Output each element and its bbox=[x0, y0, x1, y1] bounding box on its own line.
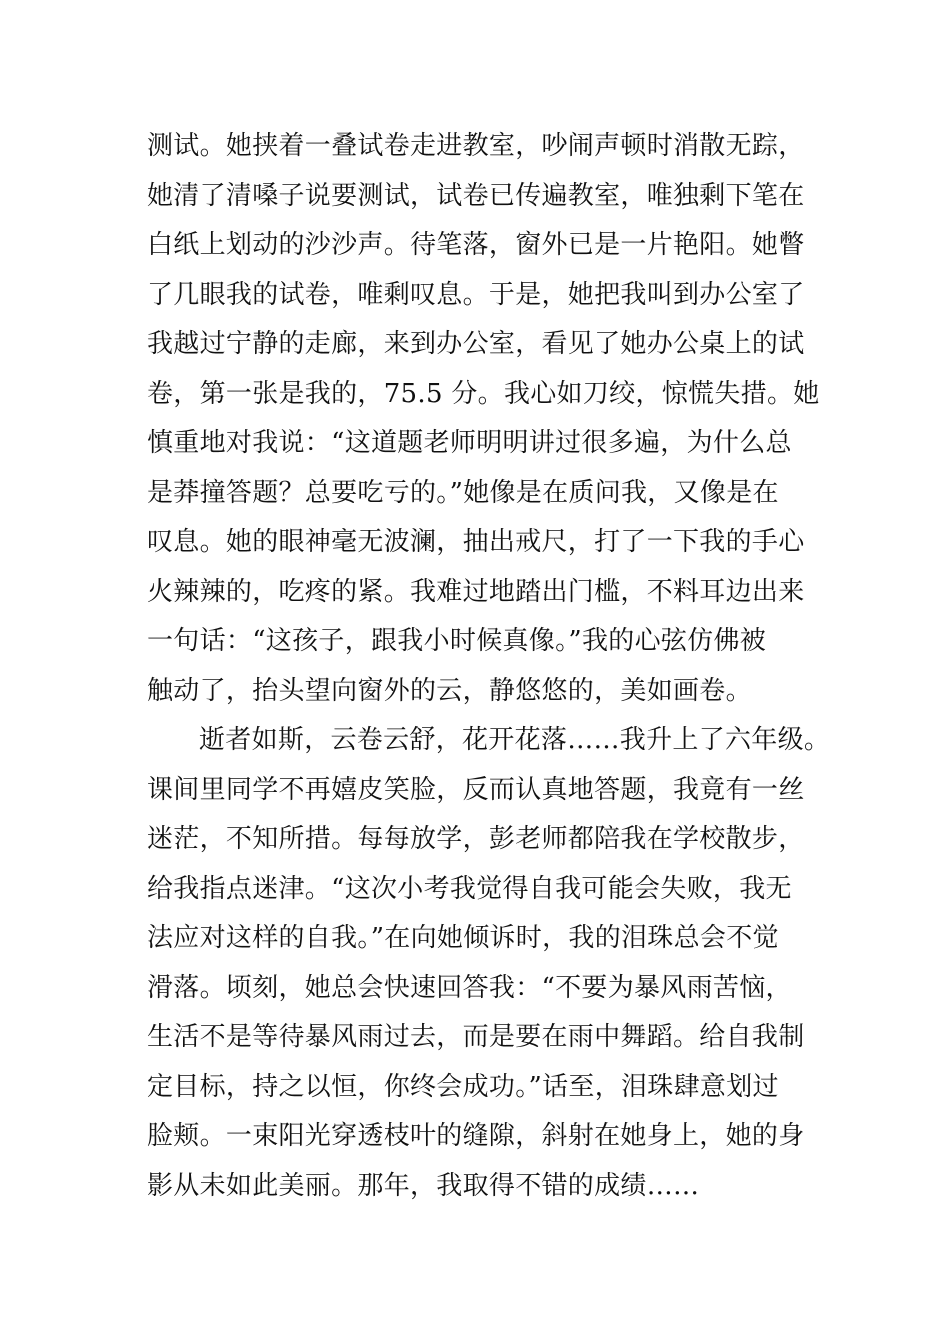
text-line: 法应对这样的自我。”在向她倾诉时，我的泪珠总会不觉 bbox=[147, 923, 779, 953]
text-line: 火辣辣的，吃疼的紧。我难过地踏出门槛，不料耳边出来 bbox=[147, 576, 805, 607]
text-line: 影从未如此美丽。那年，我取得不错的成绩…… bbox=[147, 1170, 700, 1201]
body-text bbox=[147, 126, 847, 1215]
text-line: 触动了，抬头望向窗外的云，静悠悠的，美如画卷。 bbox=[147, 675, 752, 706]
text-line: 给我指点迷津。“这次小考我觉得自我可能会失败，我无 bbox=[147, 873, 792, 904]
text-line: 脸颊。一束阳光穿透枝叶的缝隙，斜射在她身上，她的身 bbox=[147, 1121, 805, 1151]
text-line: 叹息。她的眼神毫无波澜，抽出戒尺，打了一下我的手心 bbox=[147, 527, 805, 557]
text-line: 一句话：“这孩子，跟我小时候真像。”我的心弦仿佛被 bbox=[147, 626, 767, 656]
text-line: 她清了清嗓子说要测试，试卷已传遍教室，唯独剩下笔在 bbox=[147, 180, 805, 211]
paragraph-first-line: 逝者如斯，云卷云舒，花开花落……我升上了六年级。 bbox=[199, 725, 831, 755]
text-line: 了几眼我的试卷，唯剩叹息。于是，她把我叫到办公室了 bbox=[147, 279, 805, 310]
text-line: 慎重地对我说：“这道题老师明明讲过很多遍，为什么总 bbox=[147, 428, 792, 458]
text-line: 卷，第一张是我的，75.5 分。我心如刀绞，惊慌失措。她 bbox=[147, 378, 820, 409]
text-line: 迷茫，不知所措。每每放学，彭老师都陪我在学校散步， bbox=[147, 824, 805, 854]
text-line: 课间里同学不再嬉皮笑脸，反而认真地答题，我竟有一丝 bbox=[147, 774, 805, 805]
text-line: 生活不是等待暴风雨过去，而是要在雨中舞蹈。给自我制 bbox=[147, 1022, 805, 1052]
text-line: 我越过宁静的走廊，来到办公室，看见了她办公桌上的试 bbox=[147, 329, 805, 359]
text-line: 定目标，持之以恒，你终会成功。”话至，泪珠肆意划过 bbox=[147, 1071, 779, 1102]
text-line: 滑落。顷刻，她总会快速回答我：“不要为暴风雨苦恼， bbox=[147, 972, 792, 1003]
text-line: 是莽撞答题？总要吃亏的。”她像是在质问我，又像是在 bbox=[147, 477, 779, 508]
text-line: 白纸上划动的沙沙声。待笔落，窗外已是一片艳阳。她瞥 bbox=[147, 230, 805, 260]
text-line: 测试。她挟着一叠试卷走进教室，吵闹声顿时消散无踪， bbox=[147, 131, 805, 161]
